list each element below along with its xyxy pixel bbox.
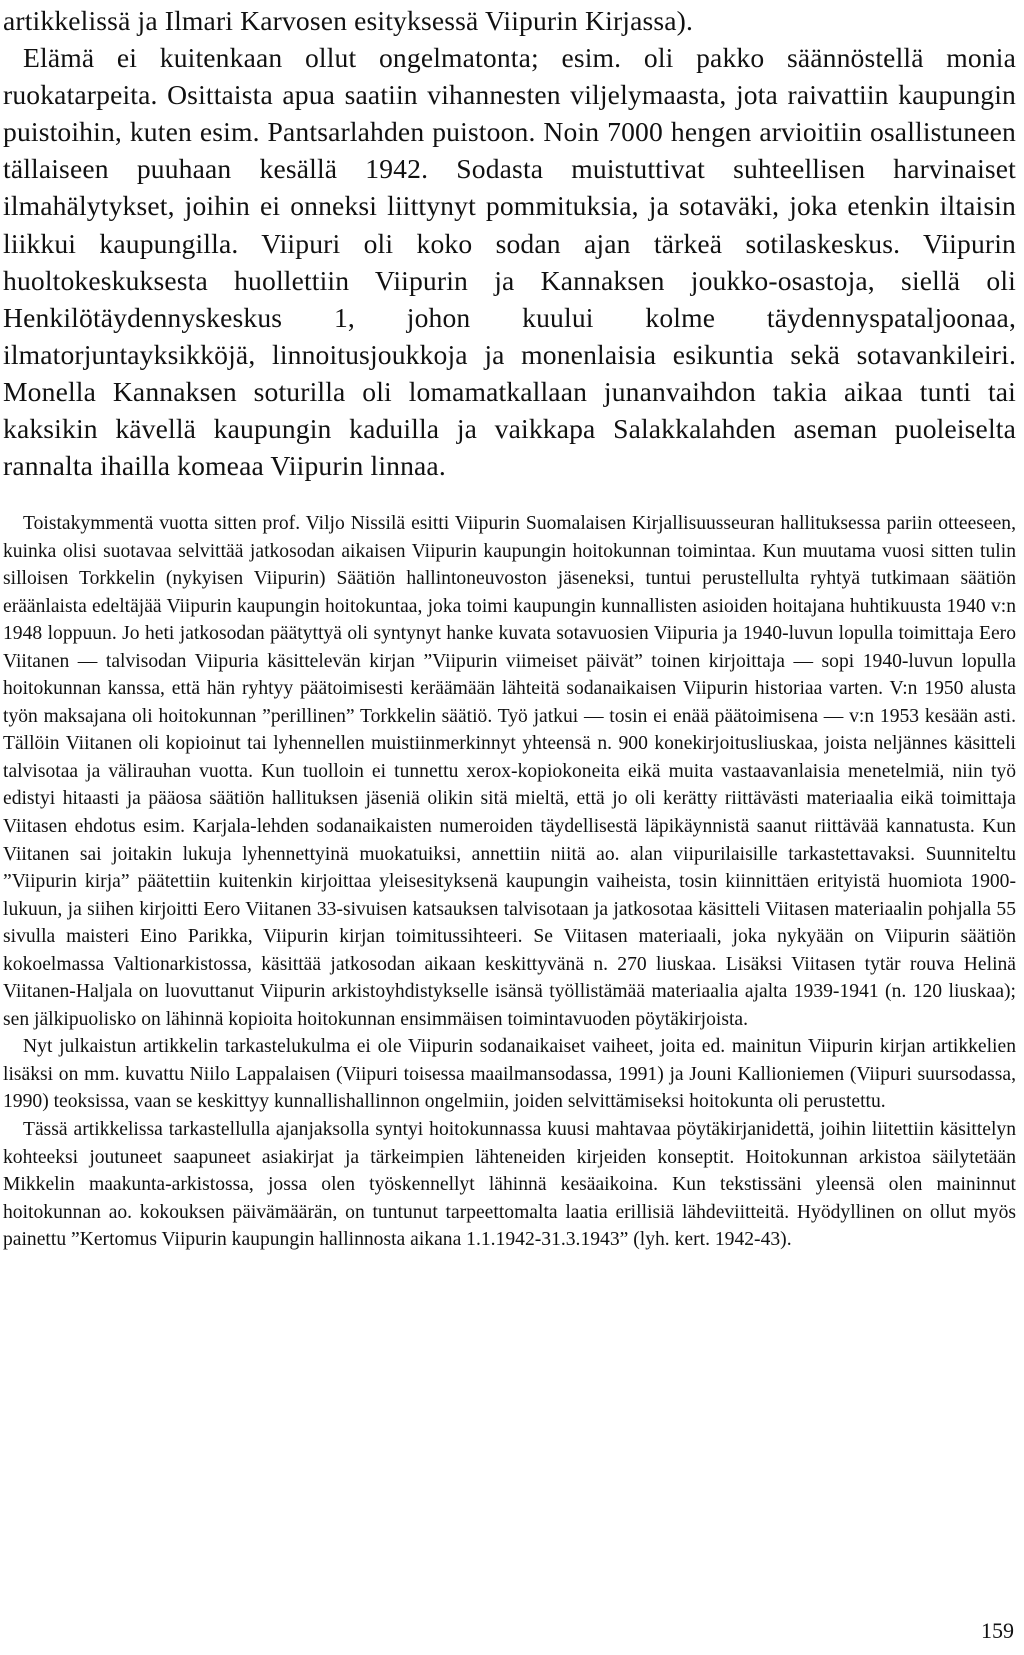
paragraph: Tässä artikkelissa tarkastellulla ajanjaksolla syntyi hoitokunnassa kuusi mahtavaa pöytäkirjanidettä, joihin liitettiin käsittelyn kohteeksi joutuneet saapuneet asiakirjat ja tärkeimpien lähteneiden kirjeiden konseptit. Hoitokunnan arkistoa säilytetään Mikkelin maakunta-arkistossa, jossa olen työskennellyt lähinnä kesäaikoina. Kun tekstissäni yleensä olen maininnut hoitokunnan ao. kokouksen päivämäärän, on tuntunut tarpeettomalta laatia erillisiä lähdeviitteitä. Hyödyllinen on ollut myös painettu ”Kertomus Viipurin kaupungin hallinnosta aikana 1.1.1942-31.3.1943” (lyh. kert. 1942-43). (3, 1119, 1016, 1251)
body-text-large (3, 2, 1016, 484)
paragraph: Elämä ei kuitenkaan ollut ongelmatonta; esim. oli pakko säännöstellä monia ruokatarpeita. Osittaista apua saatiin vihannesten viljelymaasta, jota raivattiin kaupungin puistoihin, kuten esim. Pantsarlahden puistoon. Noin 7000 hengen arvioitiin osallistuneen tällaiseen puuhaan kesällä 1942. Sodasta muistuttivat suhteellisen harvinaiset ilmahälytykset, joihin ei onneksi liittynyt pommituksia, ja sotaväki, joka etenkin iltaisin liikkui kaupungilla. Viipuri oli koko sodan ajan tärkeä sotilaskeskus. Viipurin huoltokeskuksesta huollettiin Viipurin ja Kannaksen joukko-osastoja, siellä oli Henkilötäydennyskeskus 1, johon kuului kolme täydennyspataljoonaa, ilmatorjuntayksikköjä, linnoitusjoukkoja ja monenlaisia esikuntia sekä sotavankileiri. Monella Kannaksen soturilla oli lomamatkallaan junanvaihdon takia aikaa tunti tai kaksikin kävellä kaupungin kaduilla ja vaikkapa Salakkalahden aseman puoleiselta rannalta ihailla komeaa Viipurin linnaa. (3, 42, 1016, 482)
body-text-small (3, 510, 1016, 1254)
paragraph: Toistakymmentä vuotta sitten prof. Viljo Nissilä esitti Viipurin Suomalaisen Kirjallisuusseuran hallituksessa pariin otteeseen, kuinka olisi suotavaa selvittää jatkosodan aikaisen Viipurin kaupungin hoitokunnan toimintaa. Kun muutama vuosi sitten tulin silloisen Torkkelin (nykyisen Viipurin) Säätiön hallintoneuvoston jäseneksi, tuntui perustellulta ryhtyä tutkimaan säätiön eräänlaista edeltäjää Viipurin kaupungin hoitokuntaa, joka toimi kaupungin kunnallisten asioiden hoitajana huhtikuusta 1940 v:n 1948 loppuun. Jo heti jatkosodan päätyttyä oli syntynyt hanke kuvata sotavuosien Viipuria ja 1940-luvun lopulla toimittaja Eero Viitanen — talvisodan Viipuria käsittelevän kirjan ”Viipurin viimeiset päivät” toinen kirjoittaja — sopi 1940-luvun lopulla hoitokunnan kanssa, että hän ryhtyy päätoimisesti keräämään lähteitä sodanaikaisen Viipurin historiaa varten. V:n 1950 alusta työn maksajana oli hoitokunnan ”perillinen” Torkkelin säätiö. Työ jatkui — tosin ei enää päätoimisena — v:n 1953 kesään asti. Tällöin Viitanen oli kopioinut tai lyhennellen muistiinmerkinnyt yhteensä n. 900 konekirjoitusliuskaa, joista neljännes käsitteli talvisotaa ja välirauhan vuotta. Kun tuolloin ei tunnettu xerox-kopiokoneita eikä muita vastaavanlaisia menetelmiä, niin työ edistyi hitaasti ja pääosa säätiön hallituksen jäseniä olikin sitä mieltä, että jo oli kerätty riittävästi materiaalia eikä toimittaja Viitasen ehdotus esim. Karjala-lehden sodanaikaisten numeroiden täydellisestä läpikäynnistä saanut riittävää kannatusta. Kun Viitanen sai joitakin lukuja lyhennettyinä muokatuiksi, annettiin niitä ao. alan viipurilaisille tarkastettavaksi. Suunniteltu ”Viipurin kirja” päätettiin kuitenkin kirjoittaa yleisesityksenä kaupungin vaiheista, tosin kiinnittäen erityistä huomiota 1900-lukuun, ja siihen kirjoitti Eero Viitanen 33-sivuisen katsauksen talvisotaan ja jatkosotaa käsitteli Viitasen materiaalin pohjalla 55 sivulla maisteri Eino Parikka, Viipurin kirjan toimitussihteeri. Se Viitasen materiaali, joka nykyään on Viipurin säätiön kokoelmassa Valtionarkistossa, käsittää jatkosodan aikaan keskittyvänä n. 270 liuskaa. Lisäksi Viitasen tytär rouva Helinä Viitanen-Haljala on luovuttanut Viipurin arkistoyhdistykselle isänsä työllistämää materiaalia ajalta 1939-1941 (n. 120 liuskaa); sen jälkipuolisko on lähinnä kopioita hoitokunnan ensimmäisen toimintavuoden pöytäkirjoista. (3, 513, 1016, 1030)
page-number: 159 (981, 1618, 1014, 1643)
paragraph: Nyt julkaistun artikkelin tarkastelukulma ei ole Viipurin sodanaikaiset vaiheet, joita ed. mainitun Viipurin kirjan artikkelien lisäksi on mm. kuvattu Niilo Lappalaisen (Viipuri toisessa maailmansodassa, 1991) ja Jouni Kallioniemen (Viipuri suursodassa, 1990) teoksissa, vaan se keskittyy kunnallishallinnon ongelmiin, joiden selvittämiseksi hoitokunta oli perustettu. (3, 1036, 1016, 1113)
paragraph: artikkelissä ja Ilmari Karvosen esityksessä Viipurin Kirjassa). (3, 5, 694, 36)
